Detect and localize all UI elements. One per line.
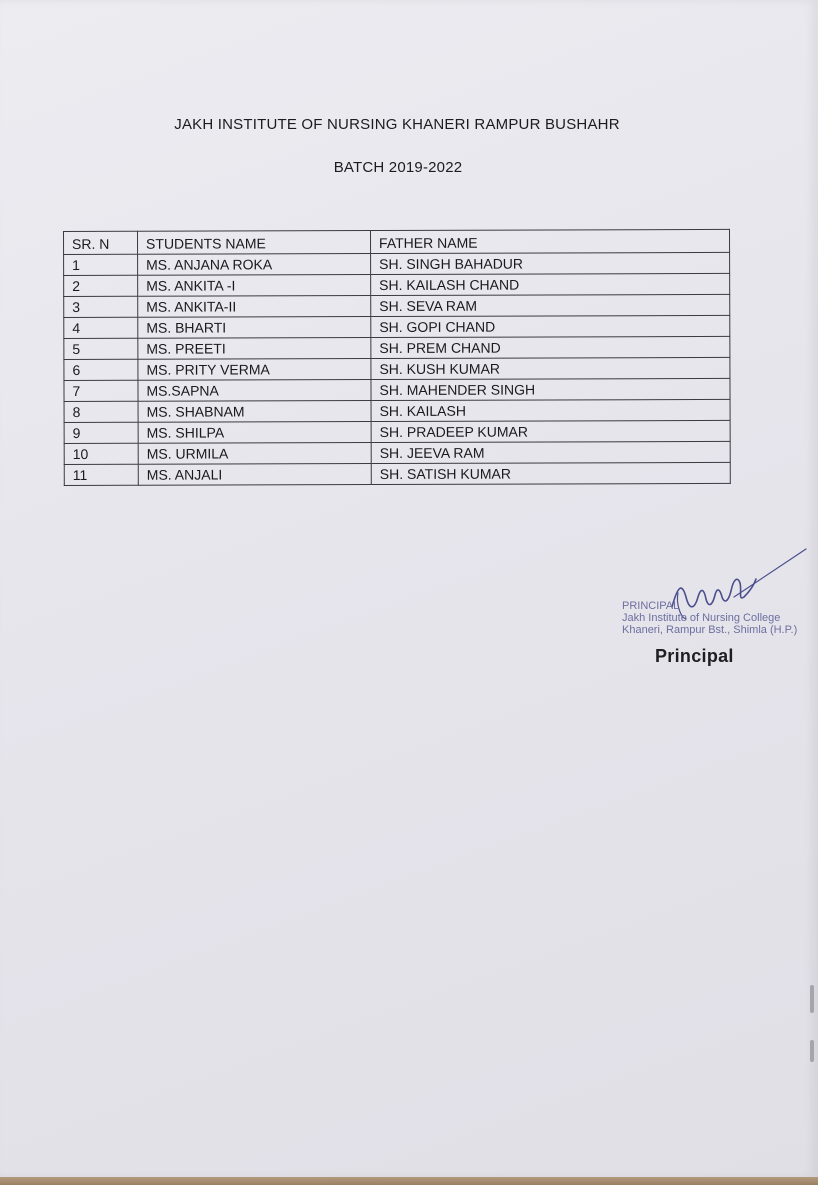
table-row (64, 378, 730, 401)
institute-title: JAKH INSTITUTE OF NURSING KHANERI RAMPUR BUSHAHR (174, 116, 620, 133)
student-table (63, 229, 731, 486)
table-surface-edge (0, 1177, 818, 1185)
student-name-cell: MS. SHILPA (138, 422, 371, 444)
serial-cell: 5 (64, 338, 138, 359)
student-name-cell: MS. ANJANA ROKA (138, 254, 371, 276)
column-header-serial: SR. N (64, 231, 138, 254)
student-name-cell: MS. PREETI (138, 338, 371, 360)
father-name-cell: SH. SATISH KUMAR (371, 462, 730, 484)
batch-title: BATCH 2019-2022 (333, 159, 463, 176)
father-name-cell: SH. SINGH BAHADUR (371, 252, 730, 274)
table-row (64, 315, 730, 338)
father-name-cell: SH. KAILASH (371, 399, 730, 421)
student-name-cell: MS.SAPNA (138, 380, 371, 402)
student-name-cell: MS. BHARTI (138, 317, 371, 339)
father-name-cell: SH. MAHENDER SINGH (371, 378, 730, 400)
father-name-cell: SH. GOPI CHAND (371, 315, 730, 337)
table-row (64, 273, 730, 296)
father-name-cell: SH. JEEVA RAM (371, 441, 730, 463)
serial-cell: 4 (64, 317, 138, 338)
student-name-cell: MS. URMILA (138, 443, 371, 465)
official-stamp (622, 600, 797, 636)
student-name-cell: MS. SHABNAM (138, 401, 371, 423)
table-row (64, 462, 730, 485)
student-name-cell: MS. ANKITA -I (138, 275, 371, 297)
table-row (64, 420, 730, 443)
column-header-student-name: STUDENTS NAME (138, 231, 371, 255)
table-row (64, 336, 730, 359)
stamp-line-institute: Jakh Institute of Nursing College (622, 612, 781, 624)
student-name-cell: MS. ANJALI (138, 464, 371, 486)
student-name-cell: MS. ANKITA-II (138, 296, 371, 318)
stamp-line-address: Khaneri, Rampur Bst., Shimla (H.P.) (622, 624, 798, 636)
student-table-container (63, 229, 731, 486)
table-row (64, 294, 730, 317)
signatory-title: Principal (655, 646, 734, 666)
father-name-cell: SH. PREM CHAND (371, 336, 730, 358)
table-row (64, 441, 730, 464)
stamp-line-principal: PRINCIPAL (622, 600, 680, 612)
serial-cell: 9 (64, 422, 138, 443)
father-name-cell: SH. KAILASH CHAND (371, 273, 730, 295)
table-row (64, 252, 730, 275)
column-header-father-name: FATHER NAME (371, 229, 730, 253)
serial-cell: 2 (64, 275, 138, 296)
serial-cell: 11 (64, 464, 138, 485)
serial-cell: 1 (64, 254, 138, 275)
serial-cell: 8 (64, 401, 138, 422)
signature-block (614, 545, 814, 675)
student-name-cell: MS. PRITY VERMA (138, 359, 371, 381)
father-name-cell: SH. SEVA RAM (371, 294, 730, 316)
page-edge-mark (810, 985, 814, 1013)
serial-cell: 7 (64, 380, 138, 401)
father-name-cell: SH. PRADEEP KUMAR (371, 420, 730, 442)
table-row (64, 399, 730, 422)
table-row (64, 357, 730, 380)
serial-cell: 6 (64, 359, 138, 380)
table-header-row (64, 229, 730, 254)
serial-cell: 3 (64, 296, 138, 317)
serial-cell: 10 (64, 443, 138, 464)
page-edge-mark (810, 1040, 814, 1062)
father-name-cell: SH. KUSH KUMAR (371, 357, 730, 379)
